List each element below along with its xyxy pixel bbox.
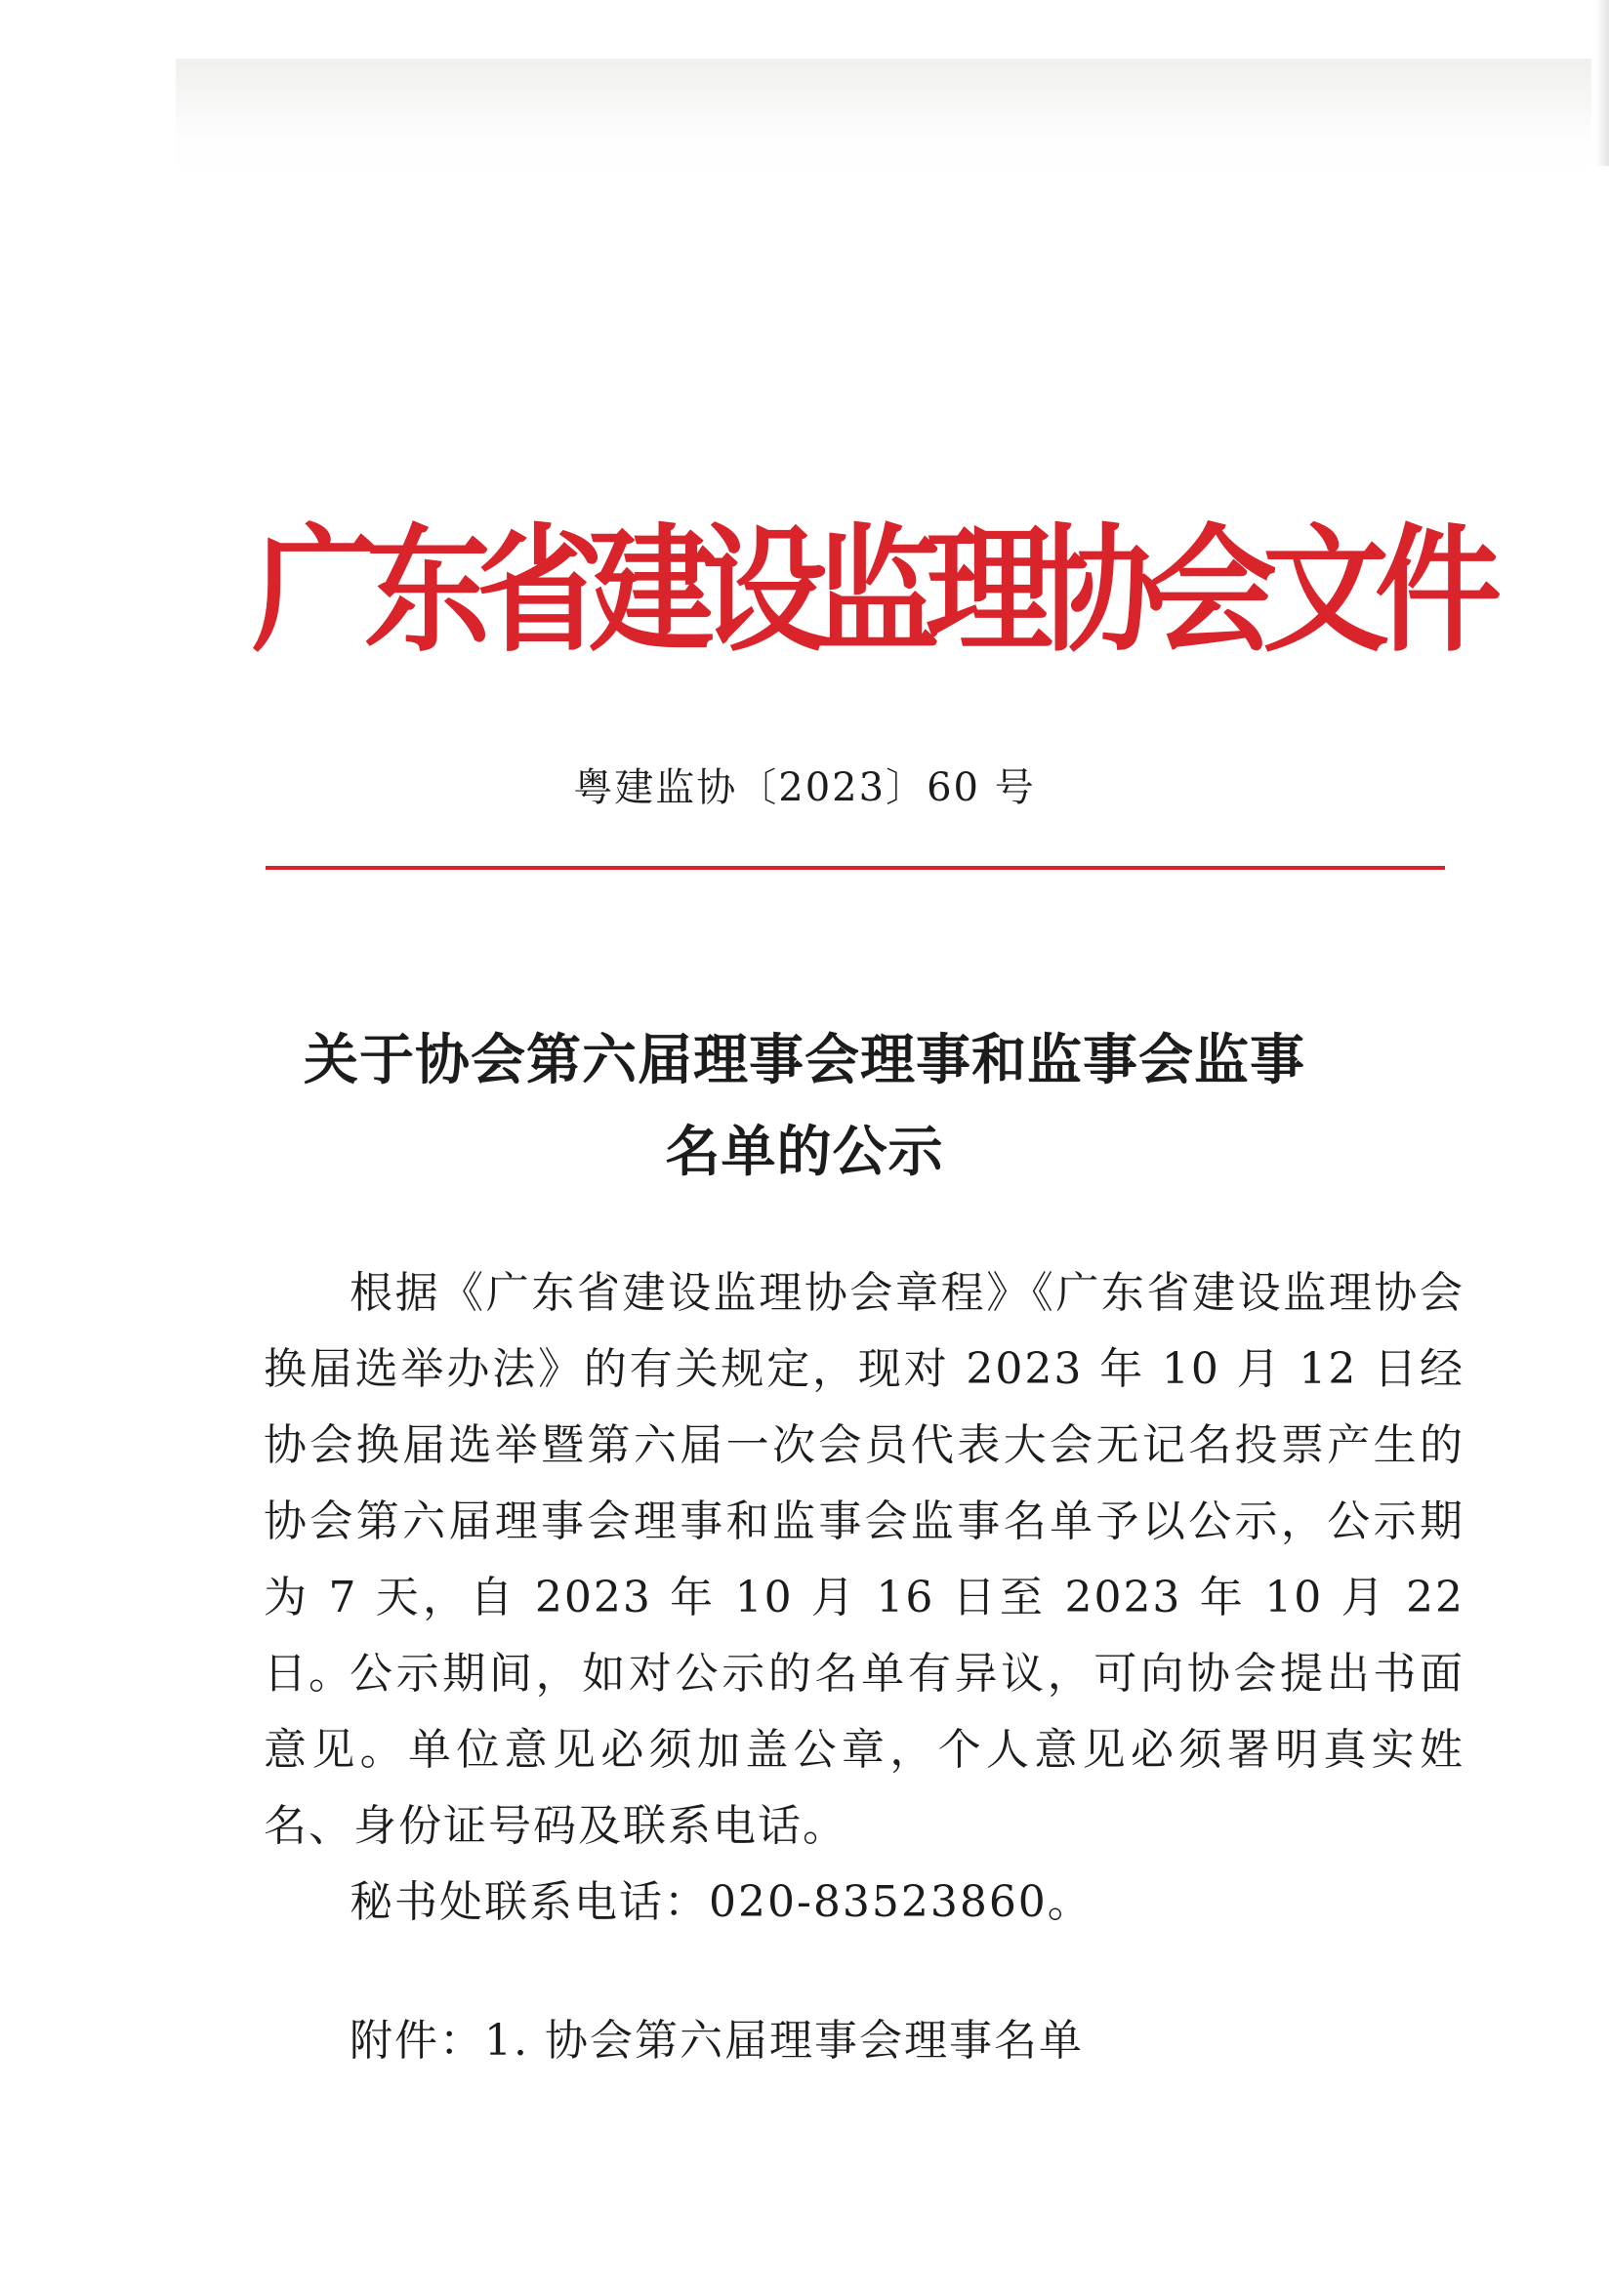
document-masthead bbox=[252, 508, 1503, 674]
masthead-char: 会 bbox=[1150, 510, 1278, 672]
document-title-line-1: 关于协会第六届理事会理事和监事会监事 bbox=[304, 1028, 1305, 1092]
scan-shadow-right bbox=[1595, 0, 1609, 166]
body-paragraph-objection: 公示期间，如对公示的名单有异议，可向协会提出书面意见。单位意见必须加盖公章，个人意见必须署明真实姓名、身份证号码及联系电话。 bbox=[264, 1649, 1465, 1851]
body-paragraph-regulation: 根据《广东省建设监理协会章程》《广东省建设监理协会换届选举办法》的有关规定，现对 2023 年 10 月 12 日经协会换届选举暨第六届一次会员代表大会无记名投票产生的协会第六届理事会理事和监事会监事名单予以公示，公示期为 7 天，自 2023 年 10 月 16 日至 2023 年 10 月 22 日。 bbox=[264, 1268, 1465, 1699]
scan-shadow-top bbox=[176, 59, 1591, 176]
masthead-char: 监 bbox=[813, 510, 941, 672]
masthead-char: 广 bbox=[252, 510, 380, 672]
red-divider-line bbox=[266, 866, 1445, 870]
masthead-char: 件 bbox=[1375, 510, 1503, 672]
body-paragraph-contact: 秘书处联系电话：020-83523860。 bbox=[350, 1877, 1093, 1927]
masthead-char: 文 bbox=[1262, 510, 1390, 672]
masthead-char: 东 bbox=[364, 510, 492, 672]
masthead-char: 省 bbox=[476, 510, 604, 672]
document-number: 粤建监协〔2023〕60 号 bbox=[573, 765, 1036, 810]
masthead-char: 建 bbox=[589, 510, 717, 672]
attachment-line: 附件：1. 协会第六届理事会理事名单 bbox=[350, 2016, 1084, 2066]
masthead-char: 设 bbox=[701, 510, 829, 672]
masthead-char: 协 bbox=[1038, 510, 1166, 672]
document-title-line-2: 名单的公示 bbox=[665, 1120, 944, 1184]
masthead-char: 理 bbox=[926, 510, 1053, 672]
